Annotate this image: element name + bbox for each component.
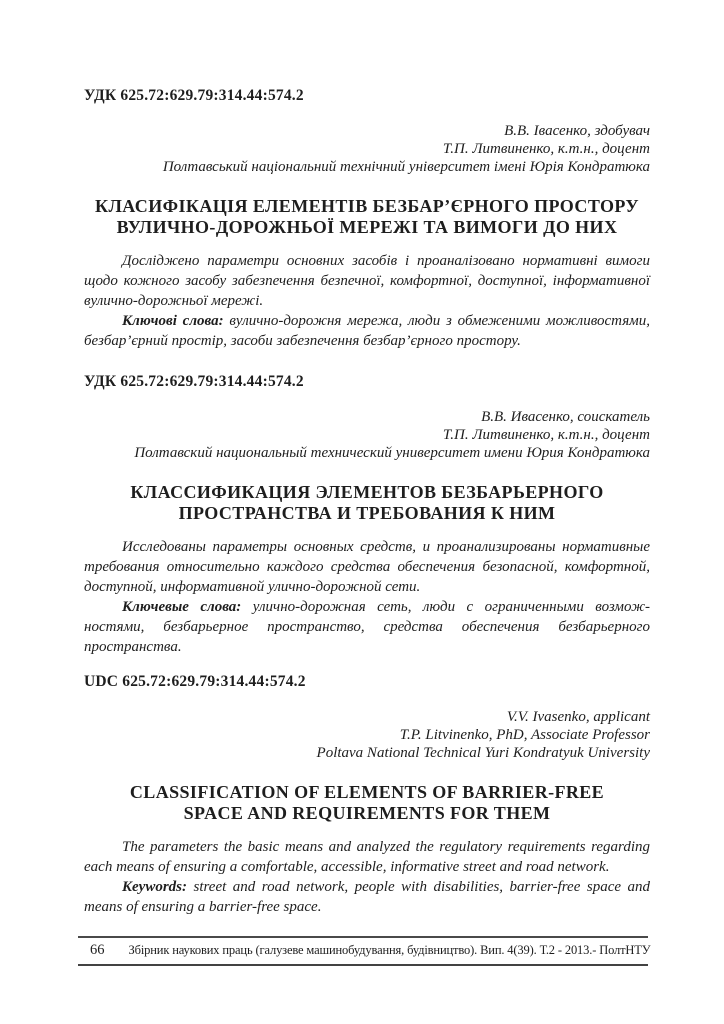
article-title-ua (84, 196, 650, 238)
abstract-line: требования относительно каждого средства обеспечения безопасной, комфортной, (84, 559, 650, 575)
author-line: В.В. Ивасенко, соискатель (481, 409, 650, 425)
affiliation-line: Полтавский национальный технический университет имени Юрия Кондратюка (134, 445, 650, 461)
title-line: ПРОСТРАНСТВА И ТРЕБОВАНИЯ К НИМ (178, 503, 556, 523)
abstract-line: The parameters the basic means and analyzed the regulatory requirements regarding (122, 839, 650, 855)
affiliation-line: Poltava National Technical Yuri Kondratyuk University (316, 745, 650, 761)
udc-code-ru: УДК 625.72:629.79:314.44:574.2 (84, 373, 304, 390)
section-ukrainian (84, 86, 650, 351)
keywords-label: Ключевые слова: (122, 599, 242, 615)
article-title-ru (84, 482, 650, 524)
abstract-en (84, 837, 650, 877)
author-block-en (84, 708, 650, 762)
keywords-line (84, 597, 650, 617)
keywords-ru (84, 597, 650, 657)
keywords-ua (84, 311, 650, 351)
abstract-line: each means of ensuring a comfortable, accessible, informative street and road network. (84, 859, 610, 875)
page-number: 66 (90, 942, 105, 958)
abstract-line: щодо кожного засобу забезпечення безпечної, комфортної, доступної, інформативної (84, 273, 650, 289)
title-line: КЛАСИФІКАЦІЯ ЕЛЕМЕНТІВ БЕЗБАР’ЄРНОГО ПРОСТОРУ (95, 196, 639, 216)
keywords-label: Keywords: (122, 879, 187, 895)
title-line: ВУЛИЧНО-ДОРОЖНЬОЇ МЕРЕЖІ ТА ВИМОГИ ДО НИХ (116, 217, 618, 237)
keywords-text: вулично-дорожня мережа, люди з обмеженими можливостями, (229, 313, 650, 329)
abstract-ru (84, 537, 650, 597)
title-line: КЛАССИФИКАЦИЯ ЭЛЕМЕНТОВ БЕЗБАРЬЕРНОГО (130, 482, 604, 502)
abstract-ua (84, 251, 650, 311)
abstract-line: Исследованы параметры основных средств, и проанализированы нормативные (122, 539, 650, 555)
author-block-ua (84, 122, 650, 176)
keywords-label: Ключові слова: (122, 313, 224, 329)
affiliation-line: Полтавський національний технічний університет імені Юрія Кондратюка (162, 159, 650, 175)
keywords-line: пространства. (84, 639, 182, 655)
udc-code-ua: УДК 625.72:629.79:314.44:574.2 (84, 87, 304, 104)
author-line: T.P. Litvinenko, PhD, Associate Professor (399, 727, 650, 743)
article-title-en (84, 782, 650, 824)
keywords-line (84, 877, 650, 897)
keywords-en (84, 877, 650, 917)
author-line: Т.П. Литвиненко, к.т.н., доцент (442, 141, 650, 157)
keywords-line: ностями, безбарьерное пространство, средства обеспечения безбарьерного (84, 619, 650, 635)
udc-code-en: UDC 625.72:629.79:314.44:574.2 (84, 673, 306, 690)
page-footer (78, 936, 651, 966)
keywords-text: улично-дорожная сеть, люди с ограниченными возмож- (252, 599, 651, 615)
author-line: В.В. Івасенко, здобувач (504, 123, 650, 139)
keywords-line (84, 311, 650, 331)
title-line: SPACE AND REQUIREMENTS FOR THEM (183, 803, 551, 823)
author-block-ru (84, 408, 650, 462)
author-line: Т.П. Литвиненко, к.т.н., доцент (442, 427, 650, 443)
page-content (84, 86, 650, 917)
keywords-text: street and road network, people with disabilities, barrier-free space and (193, 879, 651, 895)
section-russian (84, 372, 650, 657)
keywords-line: means of ensuring a barrier-free space. (84, 899, 322, 915)
keywords-line: безбар’єрний простір, засоби забезпечення безбар’єрного простору. (84, 333, 521, 349)
abstract-line: вулично-дорожньої мережі. (84, 293, 264, 309)
abstract-line: Досліджено параметри основних засобів і проаналізовано нормативні вимоги (122, 253, 650, 269)
section-english (84, 672, 650, 917)
author-line: V.V. Ivasenko, applicant (506, 709, 650, 725)
footer-citation: Збірник наукових праць (галузеве машинобудування, будівництво). Вип. 4(39). Т.2 - 2013.- ПолтНТУ (128, 943, 651, 957)
title-line: CLASSIFICATION OF ELEMENTS OF BARRIER-FREE (129, 782, 605, 802)
abstract-line: доступной, информативной улично-дорожной сети. (84, 579, 421, 595)
